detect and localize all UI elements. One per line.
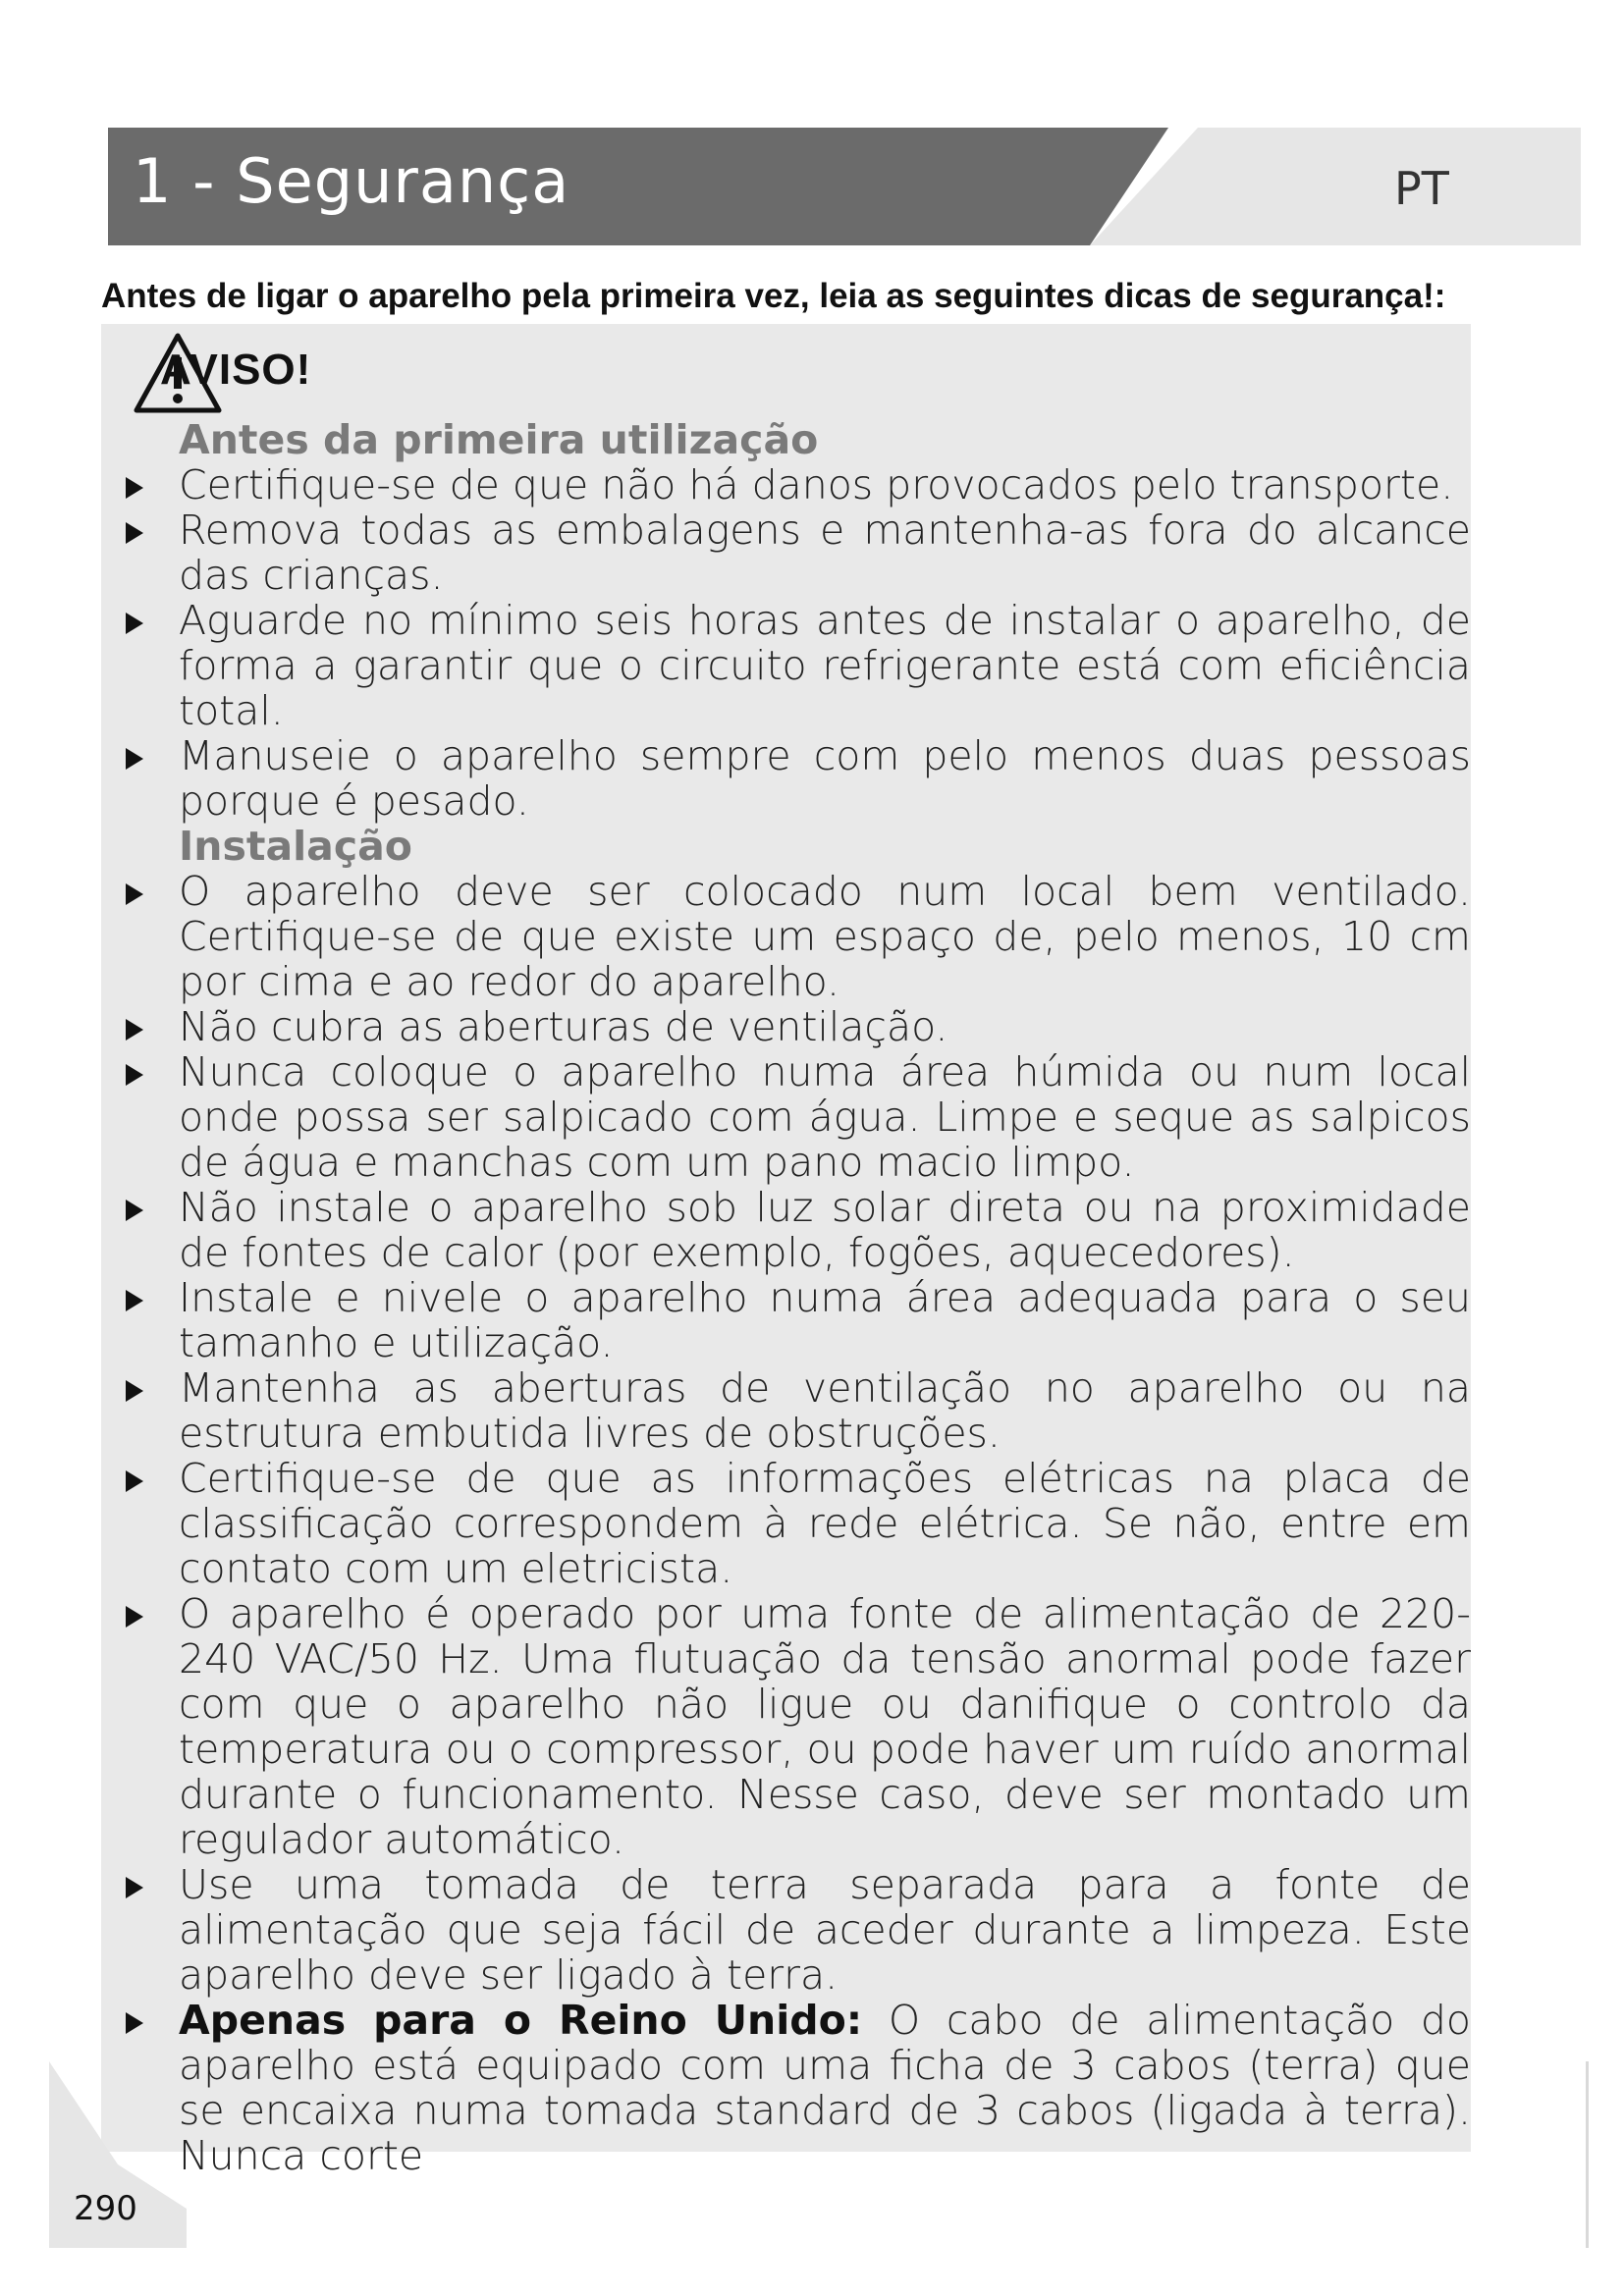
list-item: Mantenha as aberturas de ventilação no aparelho ou na estrutura embutida livres de obstruções. [126,1365,1471,1456]
warning-label: AVISO! [160,346,312,394]
header-light-band [1090,128,1581,245]
list-item: Remova todas as embalagens e mantenha-as fora do alcance das crianças. [126,507,1471,598]
bullet-arrow-icon [126,1470,143,1492]
bullet-arrow-icon [126,2012,143,2034]
bullet-list [126,869,1471,2178]
bullet-arrow-icon [126,522,143,544]
bullet-arrow-icon [126,613,143,634]
bullet-arrow-icon [126,477,143,499]
language-code: PT [1394,162,1449,215]
section-before-first-use [126,417,1471,824]
bullet-arrow-icon [126,1380,143,1402]
bullet-arrow-icon [126,1877,143,1898]
page-number: 290 [74,2189,137,2228]
list-item: Use uma tomada de terra separada para a fonte de alimentação que seja fácil de aceder durante a limpeza. Este aparelho deve ser ligado à terra. [126,1862,1471,1998]
section-heading: Instalação [179,823,412,870]
list-item: Nunca coloque o aparelho numa área húmida ou num local onde possa ser salpicado com água. Limpe e seque as salpicos de água e manchas com um pano macio limpo. [126,1049,1471,1185]
section-heading: Antes da primeira utilização [179,416,819,463]
bullet-arrow-icon [126,1290,143,1311]
uk-only-label: Apenas para o Reino Unido: [179,1997,863,2044]
list-item: Não instale o aparelho sob luz solar direta ou na proximidade de fontes de calor (por exemplo, fogões, aquecedores). [126,1185,1471,1275]
section-title: 1 - Segurança [133,145,570,217]
bullet-arrow-icon [126,883,143,905]
list-item: Manuseie o aparelho sempre com pelo menos duas pessoas porque é pesado. [126,733,1471,824]
list-item: Instale e nivele o aparelho numa área adequada para o seu tamanho e utilização. [126,1275,1471,1365]
safety-content [126,417,1471,2178]
list-item: O aparelho deve ser colocado num local bem ventilado. Certifique-se de que existe um espaço de, pelo menos, 10 cm por cima e ao redor do aparelho. [126,869,1471,1004]
list-item: Apenas para o Reino Unido: O cabo de alimentação do aparelho está equipado com uma ficha de 3 cabos (terra) que se encaixa numa tomada standard de 3 cabos (ligada à terra). Nunca corte [126,1998,1471,2178]
bullet-arrow-icon [126,1200,143,1221]
intro-text: Antes de ligar o aparelho pela primeira vez, leia as seguintes dicas de segurança!: [101,277,1446,315]
bullet-list [126,462,1471,824]
bullet-arrow-icon [126,1019,143,1041]
bullet-arrow-icon [126,1064,143,1086]
page-edge-line [1586,2061,1589,2248]
list-item: Certifique-se de que as informações elétricas na placa de classificação correspondem à rede elétrica. Se não, entre em contato com um eletricista. [126,1456,1471,1591]
list-item: O aparelho é operado por uma fonte de alimentação de 220-240 VAC/50 Hz. Uma flutuação da tensão anormal pode fazer com que o aparelho não ligue ou danifique o controlo da temperatura ou o compressor, ou pode haver um ruído anormal durante o funcionamento. Nesse caso, deve ser montado um regulador automático. [126,1591,1471,1862]
list-item: Não cubra as aberturas de ventilação. [126,1004,1471,1049]
bullet-arrow-icon [126,1606,143,1628]
section-installation [126,824,1471,2178]
bullet-arrow-icon [126,748,143,770]
list-item: Aguarde no mínimo seis horas antes de instalar o aparelho, de forma a garantir que o circuito refrigerante está com eficiência total. [126,598,1471,733]
list-item: Certifique-se de que não há danos provocados pelo transporte. [126,462,1471,507]
